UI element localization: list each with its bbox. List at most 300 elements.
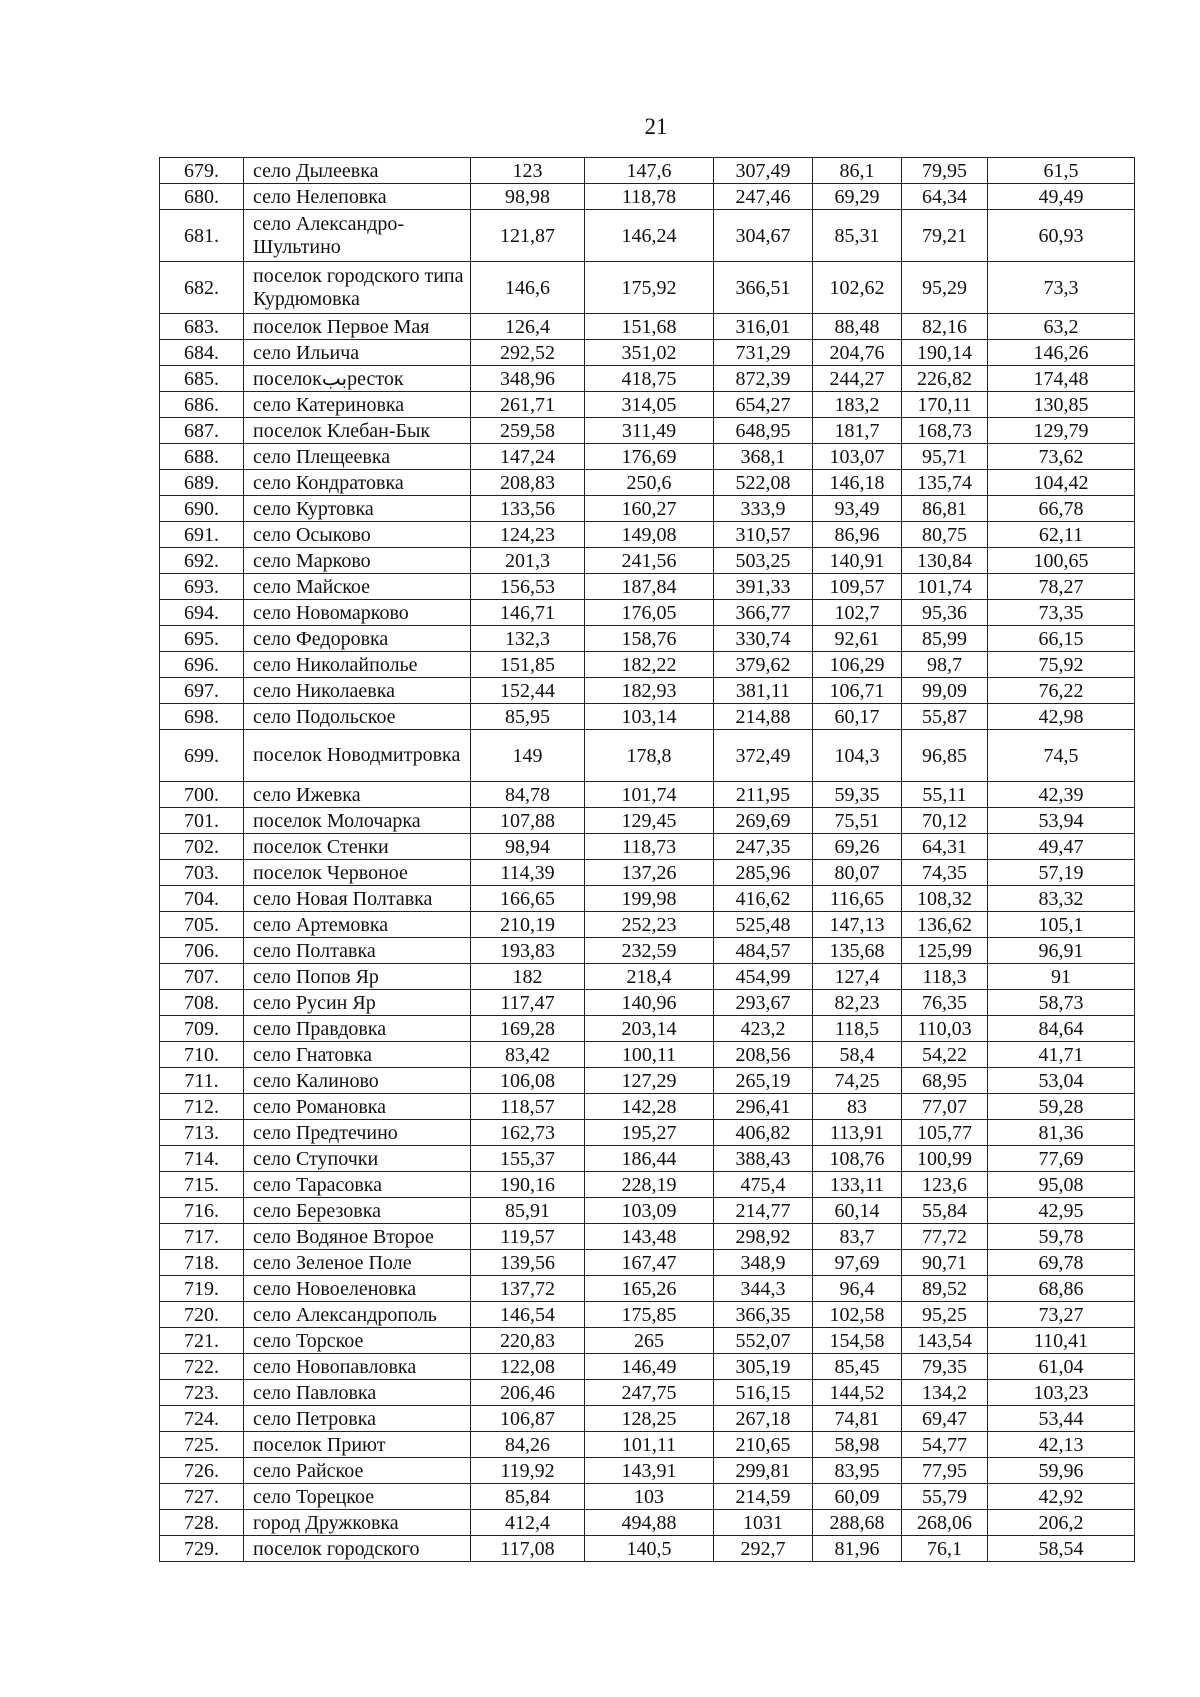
row-number-cell: 692. [160,548,244,574]
value-cell-3: 333,9 [714,496,813,522]
value-cell-3: 214,77 [714,1198,813,1224]
table-row [160,1068,1135,1094]
value-cell-5: 136,62 [902,912,988,938]
value-cell-4: 83 [813,1094,902,1120]
value-cell-1: 139,56 [471,1250,585,1276]
table-row [160,392,1135,418]
row-number-cell: 680. [160,184,244,210]
settlement-name-cell: село Петровка [244,1406,471,1432]
value-cell-3: 285,96 [714,860,813,886]
value-cell-2: 167,47 [585,1250,714,1276]
value-cell-5: 168,73 [902,418,988,444]
value-cell-6: 206,2 [988,1510,1135,1536]
value-cell-5: 130,84 [902,548,988,574]
value-cell-5: 55,84 [902,1198,988,1224]
value-cell-5: 68,95 [902,1068,988,1094]
value-cell-4: 144,52 [813,1380,902,1406]
settlement-name-cell: село Водяное Второе [244,1224,471,1250]
row-number-cell: 715. [160,1172,244,1198]
value-cell-6: 53,44 [988,1406,1135,1432]
settlement-name-cell: село Новоеленовка [244,1276,471,1302]
row-number-cell: 684. [160,340,244,366]
value-cell-5: 100,99 [902,1146,988,1172]
value-cell-2: 118,78 [585,184,714,210]
value-cell-3: 292,7 [714,1536,813,1562]
value-cell-6: 96,91 [988,938,1135,964]
row-number-cell: 679. [160,158,244,184]
value-cell-2: 228,19 [585,1172,714,1198]
table-row [160,314,1135,340]
value-cell-2: 247,75 [585,1380,714,1406]
value-cell-2: 218,4 [585,964,714,990]
settlement-name-cell: село Куртовка [244,496,471,522]
value-cell-5: 101,74 [902,574,988,600]
value-cell-1: 98,98 [471,184,585,210]
table-row [160,1354,1135,1380]
table-row [160,834,1135,860]
value-cell-1: 155,37 [471,1146,585,1172]
row-number-cell: 728. [160,1510,244,1536]
value-cell-4: 92,61 [813,626,902,652]
value-cell-3: 265,19 [714,1068,813,1094]
value-cell-1: 261,71 [471,392,585,418]
value-cell-4: 288,68 [813,1510,902,1536]
value-cell-2: 175,85 [585,1302,714,1328]
value-cell-1: 147,24 [471,444,585,470]
value-cell-6: 42,39 [988,782,1135,808]
value-cell-1: 84,26 [471,1432,585,1458]
value-cell-2: 146,49 [585,1354,714,1380]
value-cell-1: 85,95 [471,704,585,730]
value-cell-3: 267,18 [714,1406,813,1432]
value-cell-4: 81,96 [813,1536,902,1562]
table-row [160,522,1135,548]
value-cell-5: 95,29 [902,262,988,314]
table-row [160,1536,1135,1562]
row-number-cell: 711. [160,1068,244,1094]
row-number-cell: 710. [160,1042,244,1068]
settlement-name-cell: село Березовка [244,1198,471,1224]
value-cell-1: 114,39 [471,860,585,886]
value-cell-4: 85,45 [813,1354,902,1380]
value-cell-5: 70,12 [902,808,988,834]
value-cell-1: 259,58 [471,418,585,444]
row-number-cell: 721. [160,1328,244,1354]
value-cell-2: 129,45 [585,808,714,834]
settlement-name-cell: поселок Червоное [244,860,471,886]
value-cell-5: 55,79 [902,1484,988,1510]
table-row [160,912,1135,938]
value-cell-6: 81,36 [988,1120,1135,1146]
value-cell-6: 62,11 [988,522,1135,548]
settlement-name-cell: поселок Новодмитровка [244,730,471,782]
value-cell-3: 316,01 [714,314,813,340]
row-number-cell: 700. [160,782,244,808]
value-cell-5: 135,74 [902,470,988,496]
value-cell-5: 95,36 [902,600,988,626]
value-cell-5: 118,3 [902,964,988,990]
row-number-cell: 694. [160,600,244,626]
settlement-name-cell: село Полтавка [244,938,471,964]
row-number-cell: 713. [160,1120,244,1146]
value-cell-2: 118,73 [585,834,714,860]
value-cell-4: 147,13 [813,912,902,938]
value-cell-4: 146,18 [813,470,902,496]
value-cell-4: 58,98 [813,1432,902,1458]
value-cell-4: 118,5 [813,1016,902,1042]
settlement-name-cell: село Тарасовка [244,1172,471,1198]
value-cell-2: 195,27 [585,1120,714,1146]
settlement-name-cell: поселок Приют [244,1432,471,1458]
value-cell-5: 69,47 [902,1406,988,1432]
table-row [160,652,1135,678]
value-cell-4: 86,96 [813,522,902,548]
value-cell-2: 103,14 [585,704,714,730]
settlement-name-cell: село Александро-Шультино [244,210,471,262]
value-cell-1: 348,96 [471,366,585,392]
value-cell-5: 74,35 [902,860,988,886]
value-cell-3: 368,1 [714,444,813,470]
value-cell-5: 95,25 [902,1302,988,1328]
value-cell-6: 95,08 [988,1172,1135,1198]
row-number-cell: 720. [160,1302,244,1328]
value-cell-3: 247,35 [714,834,813,860]
value-cell-3: 366,35 [714,1302,813,1328]
table-row [160,210,1135,262]
row-number-cell: 681. [160,210,244,262]
row-number-cell: 726. [160,1458,244,1484]
value-cell-5: 79,35 [902,1354,988,1380]
value-cell-5: 77,07 [902,1094,988,1120]
value-cell-5: 90,71 [902,1250,988,1276]
value-cell-4: 60,09 [813,1484,902,1510]
settlement-name-cell: село Марково [244,548,471,574]
value-cell-3: 654,27 [714,392,813,418]
value-cell-6: 68,86 [988,1276,1135,1302]
row-number-cell: 703. [160,860,244,886]
value-cell-4: 102,62 [813,262,902,314]
value-cell-2: 128,25 [585,1406,714,1432]
table-row [160,1224,1135,1250]
value-cell-4: 106,71 [813,678,902,704]
value-cell-2: 147,6 [585,158,714,184]
value-cell-2: 176,69 [585,444,714,470]
value-cell-2: 149,08 [585,522,714,548]
settlement-name-cell: село Райское [244,1458,471,1484]
value-cell-6: 76,22 [988,678,1135,704]
settlement-name-cell: село Ильича [244,340,471,366]
settlement-name-cell: село Николаевка [244,678,471,704]
value-cell-1: 85,84 [471,1484,585,1510]
settlement-name-cell: село Осыково [244,522,471,548]
settlement-name-cell: село Артемовка [244,912,471,938]
value-cell-6: 59,96 [988,1458,1135,1484]
row-number-cell: 717. [160,1224,244,1250]
value-cell-4: 60,17 [813,704,902,730]
value-cell-4: 135,68 [813,938,902,964]
settlement-name-cell: село Правдовка [244,1016,471,1042]
value-cell-3: 648,95 [714,418,813,444]
value-cell-5: 268,06 [902,1510,988,1536]
value-cell-2: 311,49 [585,418,714,444]
value-cell-5: 64,31 [902,834,988,860]
value-cell-5: 55,11 [902,782,988,808]
value-cell-1: 83,42 [471,1042,585,1068]
value-cell-1: 122,08 [471,1354,585,1380]
value-cell-1: 118,57 [471,1094,585,1120]
value-cell-1: 156,53 [471,574,585,600]
row-number-cell: 718. [160,1250,244,1276]
value-cell-3: 344,3 [714,1276,813,1302]
table-row [160,574,1135,600]
value-cell-1: 169,28 [471,1016,585,1042]
settlement-name-cell: село Русин Яр [244,990,471,1016]
value-cell-4: 183,2 [813,392,902,418]
value-cell-6: 59,78 [988,1224,1135,1250]
value-cell-3: 247,46 [714,184,813,210]
value-cell-2: 232,59 [585,938,714,964]
value-cell-1: 119,92 [471,1458,585,1484]
page-number: 21 [644,114,668,139]
value-cell-3: 304,67 [714,210,813,262]
settlement-name-cell: село Подольское [244,704,471,730]
row-number-cell: 687. [160,418,244,444]
settlement-name-cell: село Плещеевка [244,444,471,470]
value-cell-2: 143,91 [585,1458,714,1484]
value-cell-4: 108,76 [813,1146,902,1172]
value-cell-1: 133,56 [471,496,585,522]
value-cell-4: 80,07 [813,860,902,886]
value-cell-4: 74,25 [813,1068,902,1094]
value-cell-6: 58,54 [988,1536,1135,1562]
value-cell-5: 98,7 [902,652,988,678]
value-cell-6: 61,5 [988,158,1135,184]
value-cell-2: 142,28 [585,1094,714,1120]
row-number-cell: 691. [160,522,244,548]
settlement-name-cell: село Дылеевка [244,158,471,184]
settlement-name-cell: село Калиново [244,1068,471,1094]
value-cell-3: 372,49 [714,730,813,782]
settlement-name-cell: село Попов Яр [244,964,471,990]
value-cell-4: 140,91 [813,548,902,574]
value-cell-4: 83,95 [813,1458,902,1484]
value-cell-6: 78,27 [988,574,1135,600]
value-cell-2: 151,68 [585,314,714,340]
value-cell-6: 129,79 [988,418,1135,444]
settlement-name-cell: село Федоровка [244,626,471,652]
value-cell-3: 348,9 [714,1250,813,1276]
value-cell-3: 366,51 [714,262,813,314]
value-cell-2: 418,75 [585,366,714,392]
value-cell-1: 193,83 [471,938,585,964]
value-cell-2: 182,22 [585,652,714,678]
value-cell-6: 104,42 [988,470,1135,496]
settlement-name-cell: село Предтечино [244,1120,471,1146]
value-cell-3: 310,57 [714,522,813,548]
settlement-name-cell: село Майское [244,574,471,600]
table-row [160,1016,1135,1042]
settlement-name-cell: село Новопавловка [244,1354,471,1380]
value-cell-4: 181,7 [813,418,902,444]
table-row [160,418,1135,444]
value-cell-5: 89,52 [902,1276,988,1302]
row-number-cell: 698. [160,704,244,730]
value-cell-6: 91 [988,964,1135,990]
table-row [160,548,1135,574]
table-row [160,340,1135,366]
value-cell-4: 102,58 [813,1302,902,1328]
value-cell-1: 149 [471,730,585,782]
value-cell-3: 388,43 [714,1146,813,1172]
value-cell-3: 214,88 [714,704,813,730]
value-cell-4: 113,91 [813,1120,902,1146]
table-row [160,1406,1135,1432]
row-number-cell: 686. [160,392,244,418]
value-cell-1: 98,94 [471,834,585,860]
value-cell-2: 143,48 [585,1224,714,1250]
row-number-cell: 697. [160,678,244,704]
value-cell-3: 366,77 [714,600,813,626]
row-number-cell: 705. [160,912,244,938]
table-row [160,1120,1135,1146]
value-cell-2: 187,84 [585,574,714,600]
settlement-name-cell: село Ступочки [244,1146,471,1172]
settlement-name-cell: село Кондратовка [244,470,471,496]
table-row [160,704,1135,730]
table-row [160,184,1135,210]
value-cell-1: 124,23 [471,522,585,548]
data-table [159,157,1135,1562]
value-cell-6: 84,64 [988,1016,1135,1042]
row-number-cell: 693. [160,574,244,600]
row-number-cell: 707. [160,964,244,990]
value-cell-4: 103,07 [813,444,902,470]
value-cell-5: 76,1 [902,1536,988,1562]
row-number-cell: 706. [160,938,244,964]
value-cell-6: 49,49 [988,184,1135,210]
value-cell-4: 133,11 [813,1172,902,1198]
value-cell-3: 299,81 [714,1458,813,1484]
value-cell-4: 104,3 [813,730,902,782]
value-cell-2: 186,44 [585,1146,714,1172]
row-number-cell: 714. [160,1146,244,1172]
table-row [160,600,1135,626]
value-cell-5: 79,95 [902,158,988,184]
settlement-name-cell: поселок городского [244,1536,471,1562]
value-cell-5: 134,2 [902,1380,988,1406]
value-cell-2: 199,98 [585,886,714,912]
table-row [160,964,1135,990]
value-cell-3: 214,59 [714,1484,813,1510]
value-cell-4: 60,14 [813,1198,902,1224]
value-cell-6: 105,1 [988,912,1135,938]
value-cell-2: 140,96 [585,990,714,1016]
row-number-cell: 685. [160,366,244,392]
value-cell-2: 176,05 [585,600,714,626]
table-row [160,1276,1135,1302]
value-cell-6: 73,35 [988,600,1135,626]
value-cell-2: 160,27 [585,496,714,522]
row-number-cell: 712. [160,1094,244,1120]
row-number-cell: 690. [160,496,244,522]
value-cell-4: 83,7 [813,1224,902,1250]
value-cell-2: 101,74 [585,782,714,808]
value-cell-3: 1031 [714,1510,813,1536]
value-cell-1: 121,87 [471,210,585,262]
table-row [160,938,1135,964]
row-number-cell: 716. [160,1198,244,1224]
value-cell-1: 126,4 [471,314,585,340]
value-cell-4: 106,29 [813,652,902,678]
settlement-name-cell: село Торецкое [244,1484,471,1510]
row-number-cell: 682. [160,262,244,314]
value-cell-6: 66,15 [988,626,1135,652]
value-cell-6: 57,19 [988,860,1135,886]
value-cell-2: 203,14 [585,1016,714,1042]
row-number-cell: 725. [160,1432,244,1458]
table-row [160,470,1135,496]
value-cell-4: 69,29 [813,184,902,210]
value-cell-3: 484,57 [714,938,813,964]
row-number-cell: 689. [160,470,244,496]
value-cell-2: 175,92 [585,262,714,314]
value-cell-2: 103,09 [585,1198,714,1224]
value-cell-3: 379,62 [714,652,813,678]
value-cell-5: 170,11 [902,392,988,418]
value-cell-6: 69,78 [988,1250,1135,1276]
value-cell-5: 85,99 [902,626,988,652]
value-cell-6: 60,93 [988,210,1135,262]
value-cell-5: 82,16 [902,314,988,340]
row-number-cell: 702. [160,834,244,860]
value-cell-6: 42,13 [988,1432,1135,1458]
settlement-name-cell: село Александрополь [244,1302,471,1328]
value-cell-1: 84,78 [471,782,585,808]
settlement-name-cell: село Катериновка [244,392,471,418]
value-cell-5: 79,21 [902,210,988,262]
value-cell-4: 102,7 [813,600,902,626]
value-cell-6: 110,41 [988,1328,1135,1354]
settlement-name-cell: поселок городского типа Курдюмовка [244,262,471,314]
value-cell-1: 210,19 [471,912,585,938]
value-cell-5: 55,87 [902,704,988,730]
value-cell-2: 140,5 [585,1536,714,1562]
value-cell-4: 109,57 [813,574,902,600]
value-cell-3: 475,4 [714,1172,813,1198]
row-number-cell: 683. [160,314,244,340]
value-cell-6: 73,62 [988,444,1135,470]
value-cell-6: 42,92 [988,1484,1135,1510]
row-number-cell: 723. [160,1380,244,1406]
value-cell-2: 314,05 [585,392,714,418]
value-cell-5: 143,54 [902,1328,988,1354]
settlement-name-cell: поселок Первое Мая [244,314,471,340]
settlement-name-cell: поселок Молочарка [244,808,471,834]
value-cell-2: 182,93 [585,678,714,704]
settlement-name-cell: село Гнатовка [244,1042,471,1068]
value-cell-5: 64,34 [902,184,988,210]
table-row [160,1484,1135,1510]
value-cell-6: 74,5 [988,730,1135,782]
table-row [160,886,1135,912]
value-cell-5: 77,95 [902,1458,988,1484]
table-row [160,1094,1135,1120]
table-row [160,1250,1135,1276]
value-cell-2: 103 [585,1484,714,1510]
value-cell-5: 54,77 [902,1432,988,1458]
settlement-name-cell: село Романовка [244,1094,471,1120]
table-row [160,1380,1135,1406]
